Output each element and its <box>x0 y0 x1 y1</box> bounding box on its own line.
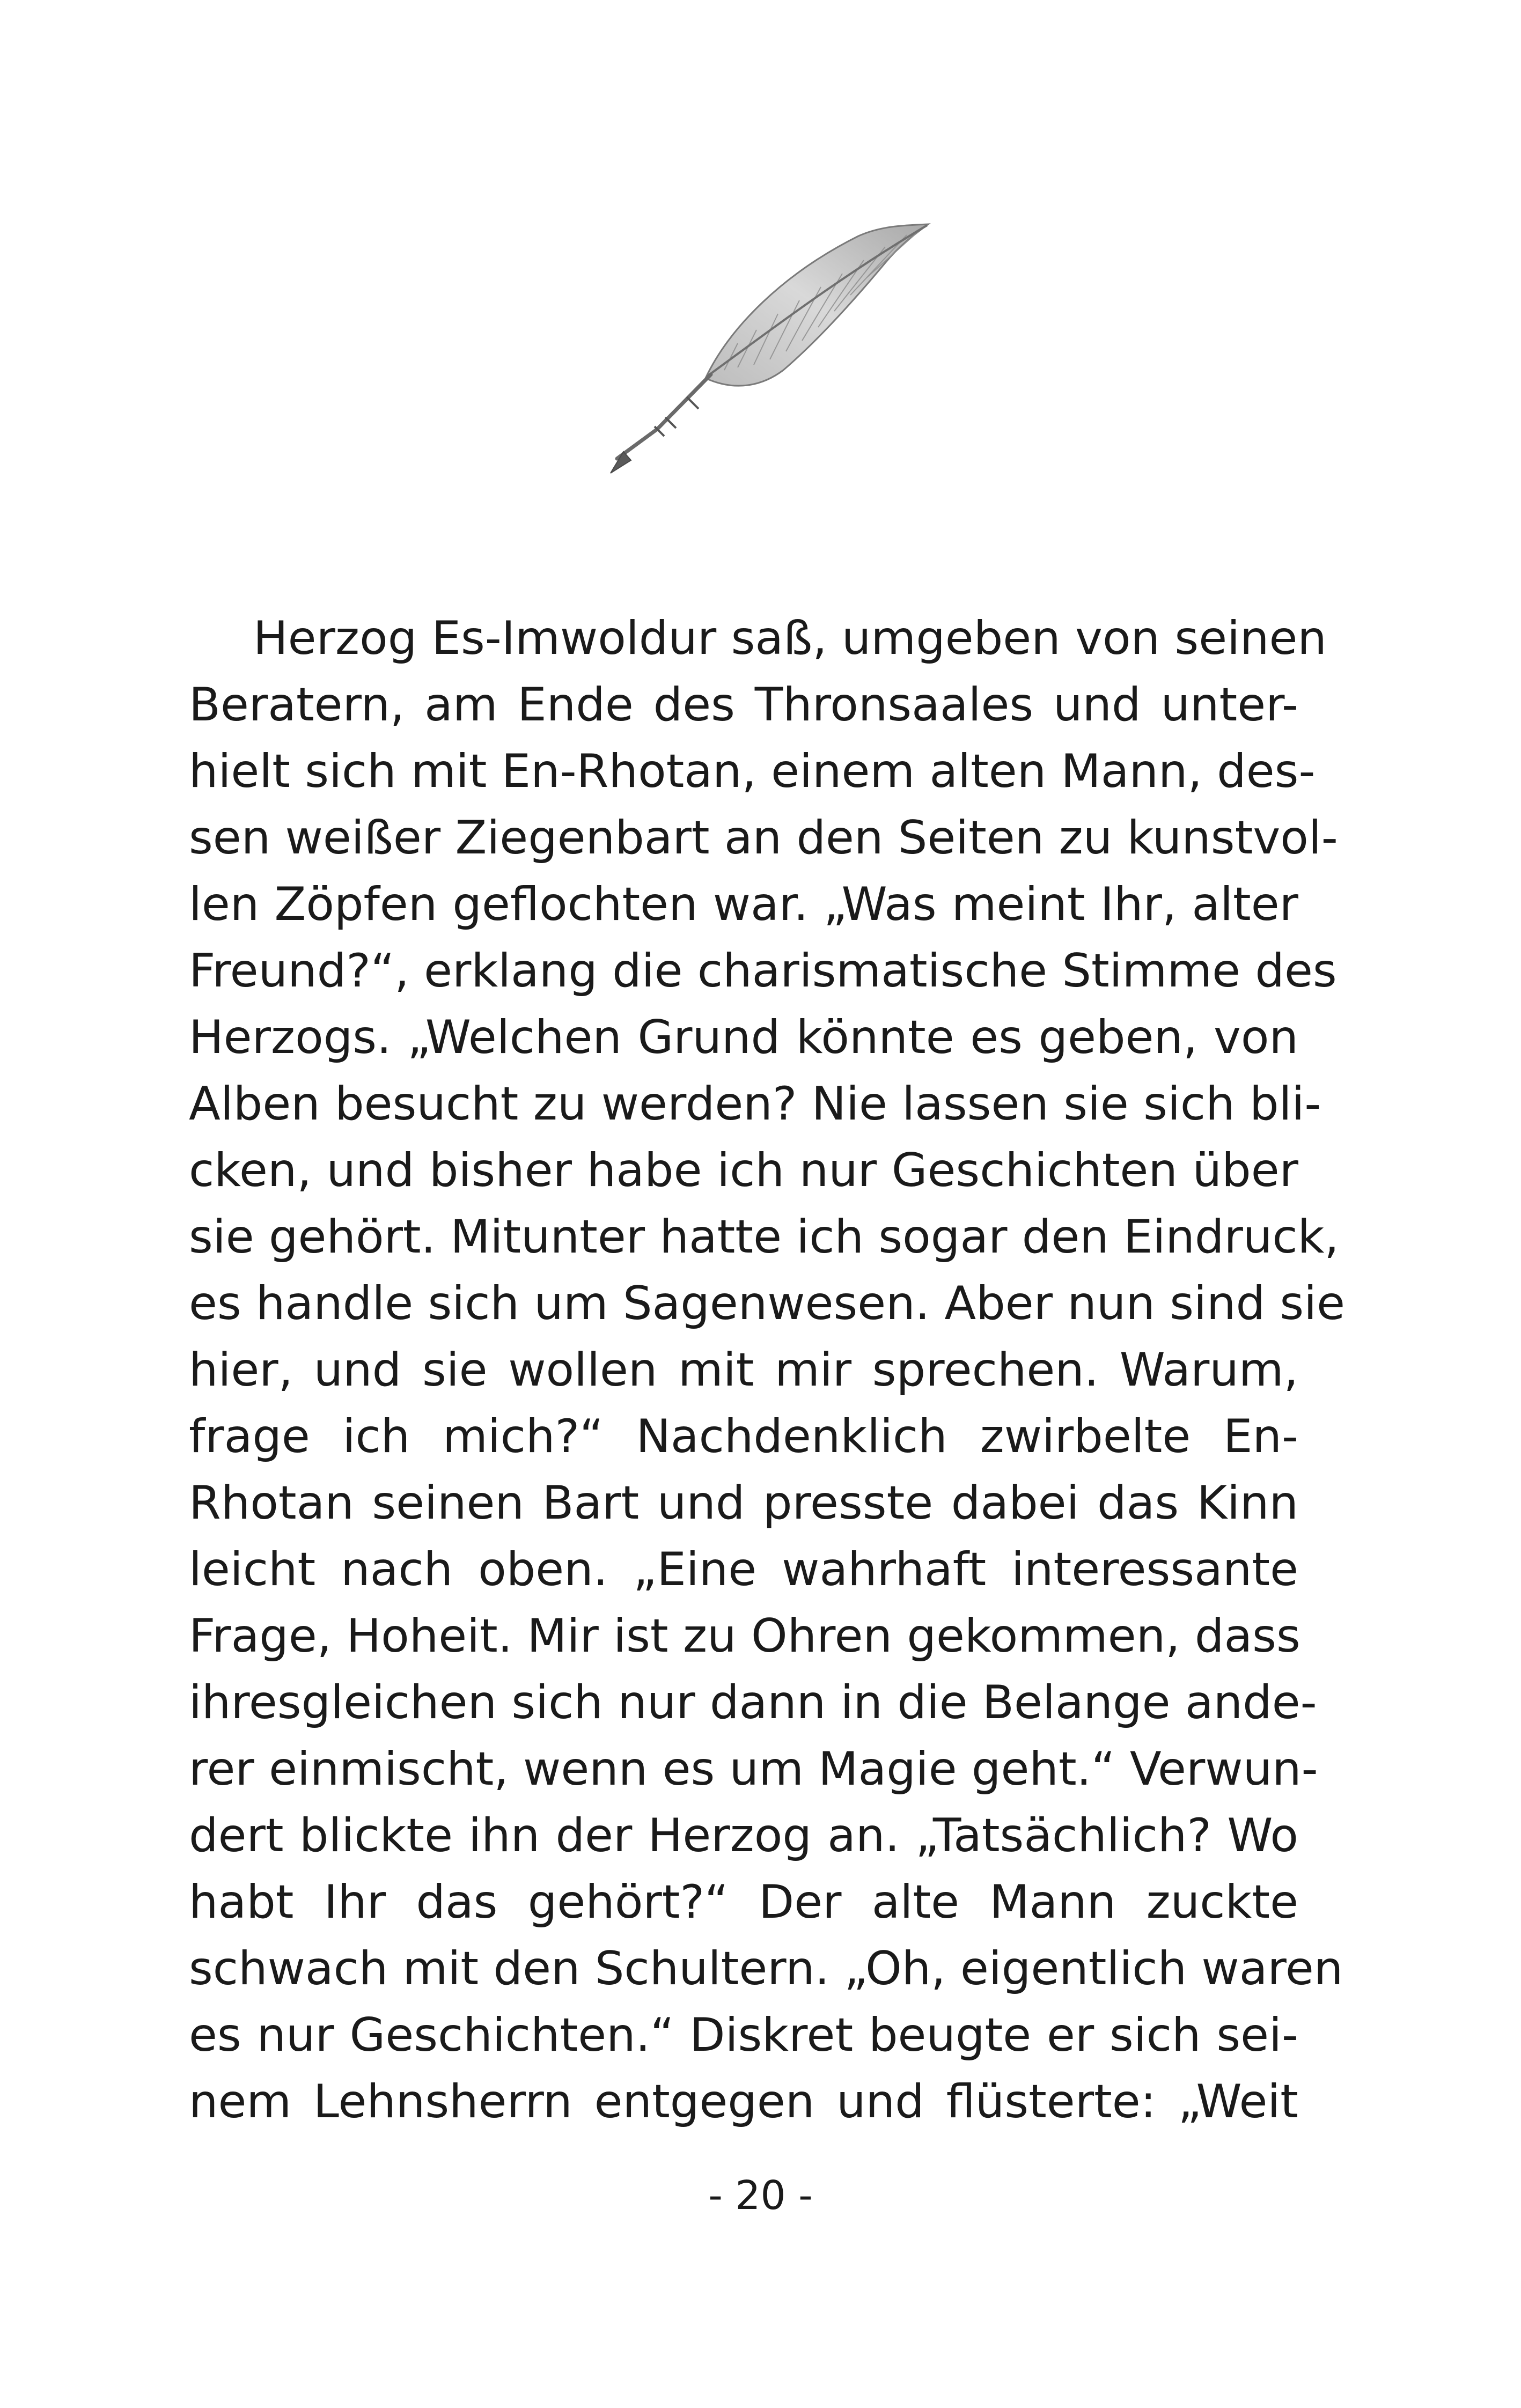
text-line: schwach mit den Schultern. „Oh, eigentlich waren <box>189 1942 1343 1995</box>
text-line: Rhotan seinen Bart und presste dabei das Kinn <box>189 1476 1298 1530</box>
text-line: hier, und sie wollen mit mir sprechen. Warum, <box>189 1343 1298 1397</box>
text-line: Freund?“, erklang die charismatische Stimme des <box>189 944 1337 998</box>
quill-feather-icon <box>606 215 950 483</box>
text-line: cken, und bisher habe ich nur Geschichten über <box>189 1144 1298 1197</box>
text-line: Beratern, am Ende des Thronsaales und unter- <box>189 678 1298 732</box>
text-line: leicht nach oben. „Eine wahrhaft interessante <box>189 1543 1298 1596</box>
text-line: rer einmischt, wenn es um Magie geht.“ Verwun- <box>189 1742 1318 1796</box>
text-line: Herzog Es-Imwoldur saß, umgeben von seinen <box>253 612 1327 665</box>
text-line: es nur Geschichten.“ Diskret beugte er sich sei- <box>189 2008 1298 2062</box>
text-line: habt Ihr das gehört?“ Der alte Mann zuckte <box>189 1875 1298 1929</box>
text-line: dert blickte ihn der Herzog an. „Tatsächlich? Wo <box>189 1809 1298 1862</box>
page-number: - 20 - <box>708 2173 813 2219</box>
body-paragraph <box>189 605 1345 2135</box>
text-line: len Zöpfen geflochten war. „Was meint Ihr, alter <box>189 878 1298 931</box>
text-line: sie gehört. Mitunter hatte ich sogar den Eindruck, <box>189 1210 1339 1264</box>
text-line: frage ich mich?“ Nachdenklich zwirbelte En- <box>189 1410 1298 1463</box>
text-line: sen weißer Ziegenbart an den Seiten zu kunstvol- <box>189 811 1338 865</box>
text-line: nem Lehnsherrn entgegen und flüsterte: „Weit <box>189 2075 1298 2129</box>
text-line: es handle sich um Sagenwesen. Aber nun sind sie <box>189 1277 1345 1330</box>
text-line: Frage, Hoheit. Mir ist zu Ohren gekommen, dass <box>189 1609 1300 1663</box>
text-line: hielt sich mit En-Rhotan, einem alten Mann, des- <box>189 745 1316 798</box>
text-line: ihresgleichen sich nur dann in die Belange ande- <box>189 1676 1317 1729</box>
text-line: Alben besucht zu werden? Nie lassen sie sich bli- <box>189 1077 1321 1131</box>
text-line: Herzogs. „Welchen Grund könnte es geben, von <box>189 1011 1298 1064</box>
